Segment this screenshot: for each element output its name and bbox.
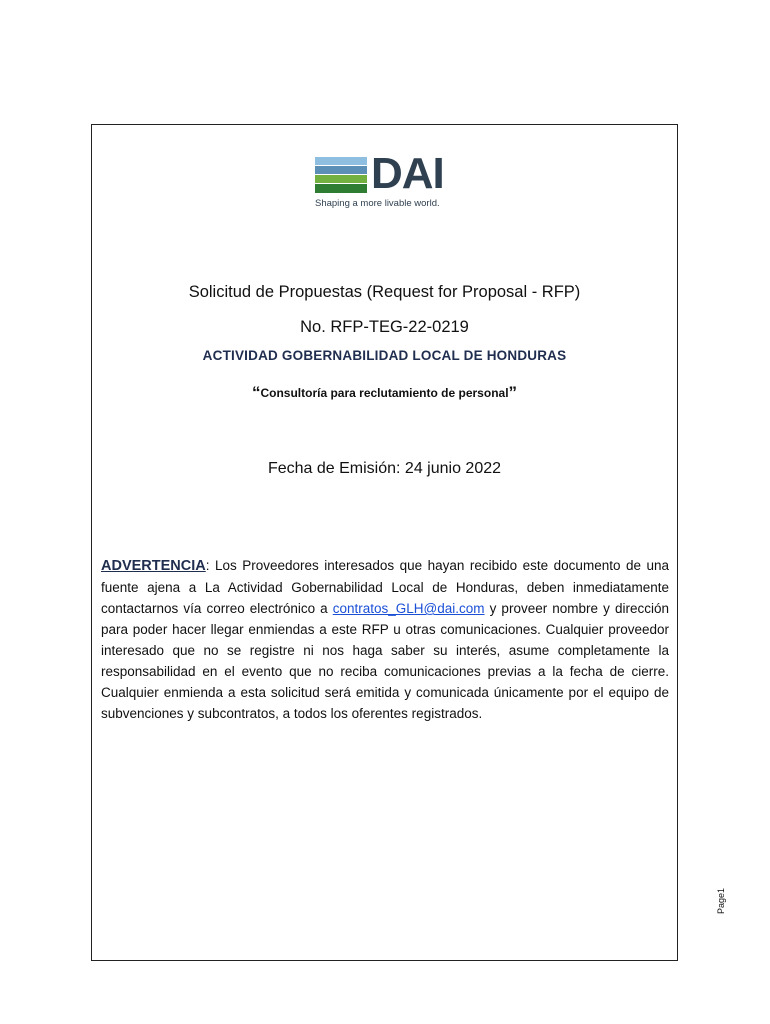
dai-logo [315, 149, 475, 212]
contact-email-link[interactable]: contratos_GLH@dai.com [332, 601, 485, 616]
logo-tagline: Shaping a more livable world. [315, 198, 440, 209]
logo-stripe [315, 184, 367, 193]
consultancy-title [91, 383, 678, 403]
rfp-title: Solicitud de Propuestas (Request for Proposal - RFP) [188, 283, 581, 301]
logo-stripe [315, 157, 367, 165]
logo-stripe [315, 166, 367, 174]
close-quote: ” [508, 383, 518, 402]
logo-stripe [315, 175, 367, 183]
logo-wordmark: DAI [371, 149, 444, 198]
warning-text-after: y proveer nombre y dirección para poder hacer llegar enmiendas a este RFP u otras comunicaciones. Cualquier proveedor interesado que no se registre ni nos haga saber su interés, asume completamente la responsabilidad en el evento que no reciba comunicaciones previas a la fecha de cierre. Cualquier enmienda a esta solicitud será emitida y comunicada únicamente por el equipo de subvenciones y subcontratos, a todos los oferentes registrados. [101, 601, 669, 721]
open-quote: “ [251, 383, 261, 402]
warning-text-before: : Los Proveedores interesados que hayan recibido este documento de una fuente ajena a La Actividad Gobernabilidad Local de Honduras, deben inmediatamente contactarnos vía correo electrónico a [101, 558, 669, 616]
warning-paragraph [101, 555, 669, 724]
page-border [91, 124, 678, 961]
issue-date: Fecha de Emisión: 24 junio 2022 [267, 460, 502, 477]
rfp-number: No. RFP-TEG-22-0219 [300, 318, 469, 336]
activity-title: ACTIVIDAD GOBERNABILIDAD LOCAL DE HONDURAS [202, 348, 567, 363]
logo-stripes-icon [315, 157, 367, 193]
warning-label: ADVERTENCIA [101, 558, 206, 574]
page-marker: Page1 [716, 887, 726, 914]
consultancy-text: Consultoría para reclutamiento de personal [260, 386, 509, 400]
